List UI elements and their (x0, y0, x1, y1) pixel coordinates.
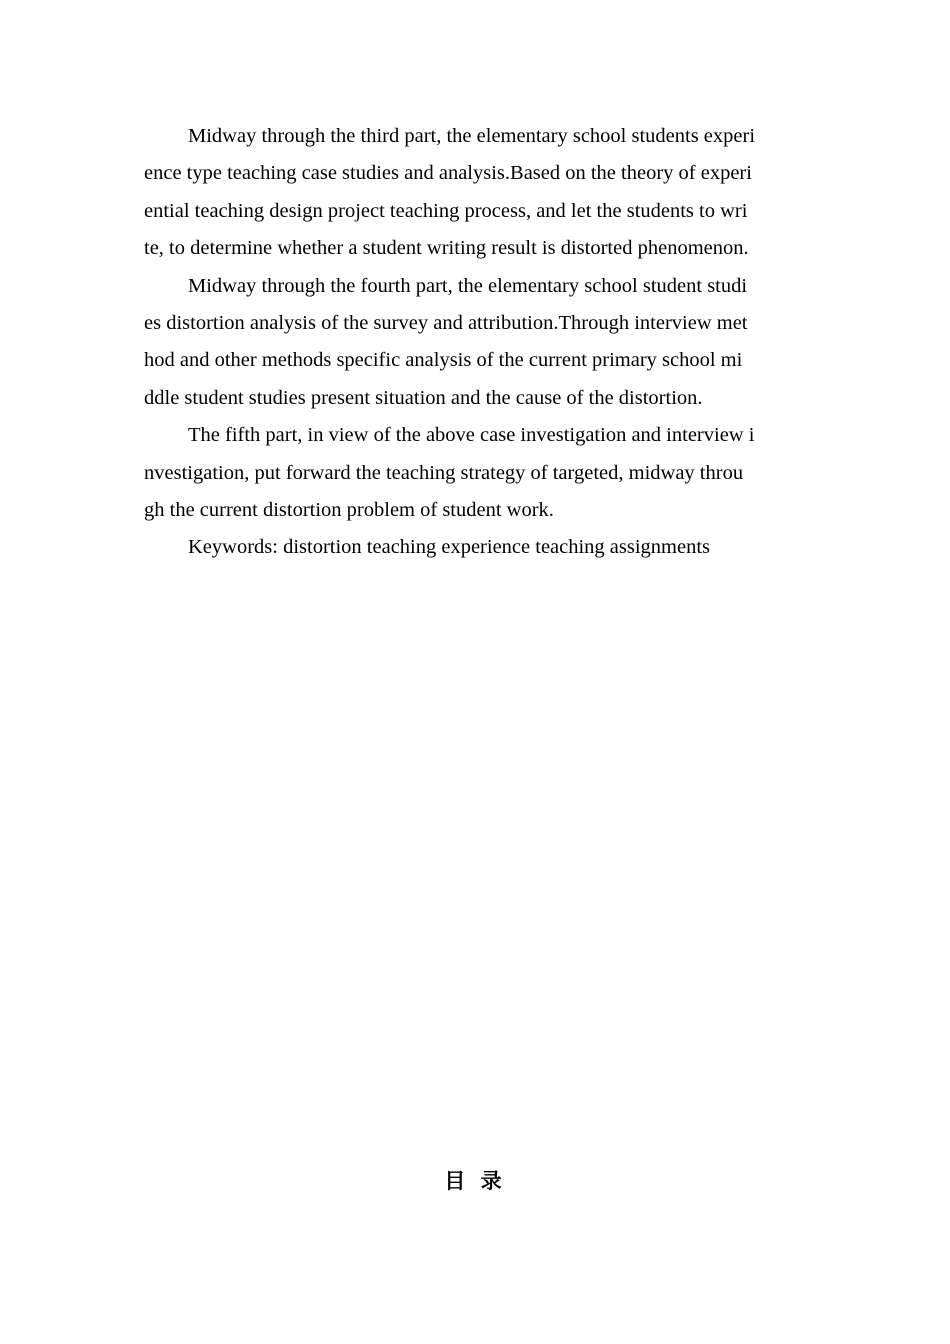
text-line: hod and other methods specific analysis of the current primary school mi (144, 349, 743, 372)
paragraph-keywords (144, 529, 808, 566)
text-line: ential teaching design project teaching process, and let the students to wri (144, 199, 748, 222)
paragraph-fourth-part (144, 268, 808, 418)
table-of-contents-heading: 目 录 (444, 1169, 506, 1193)
text-line: te, to determine whether a student writing result is distorted phenomenon. (144, 237, 749, 260)
abstract-body (144, 118, 808, 567)
text-line: ddle student studies present situation and the cause of the distortion. (144, 386, 703, 409)
text-line: ence type teaching case studies and analysis.Based on the theory of experi (144, 162, 752, 185)
paragraph-fifth-part (144, 417, 808, 529)
paragraph-third-part (144, 118, 808, 268)
text-line: gh the current distortion problem of student work. (144, 498, 554, 521)
text-line: The fifth part, in view of the above case investigation and interview i (188, 424, 755, 447)
text-line: es distortion analysis of the survey and attribution.Through interview met (144, 311, 748, 334)
text-line: nvestigation, put forward the teaching strategy of targeted, midway throu (144, 461, 744, 484)
keywords-line: Keywords: distortion teaching experience teaching assignments (188, 536, 711, 559)
text-line: Midway through the fourth part, the elementary school student studi (188, 274, 748, 297)
text-line: Midway through the third part, the elementary school students experi (188, 125, 756, 147)
